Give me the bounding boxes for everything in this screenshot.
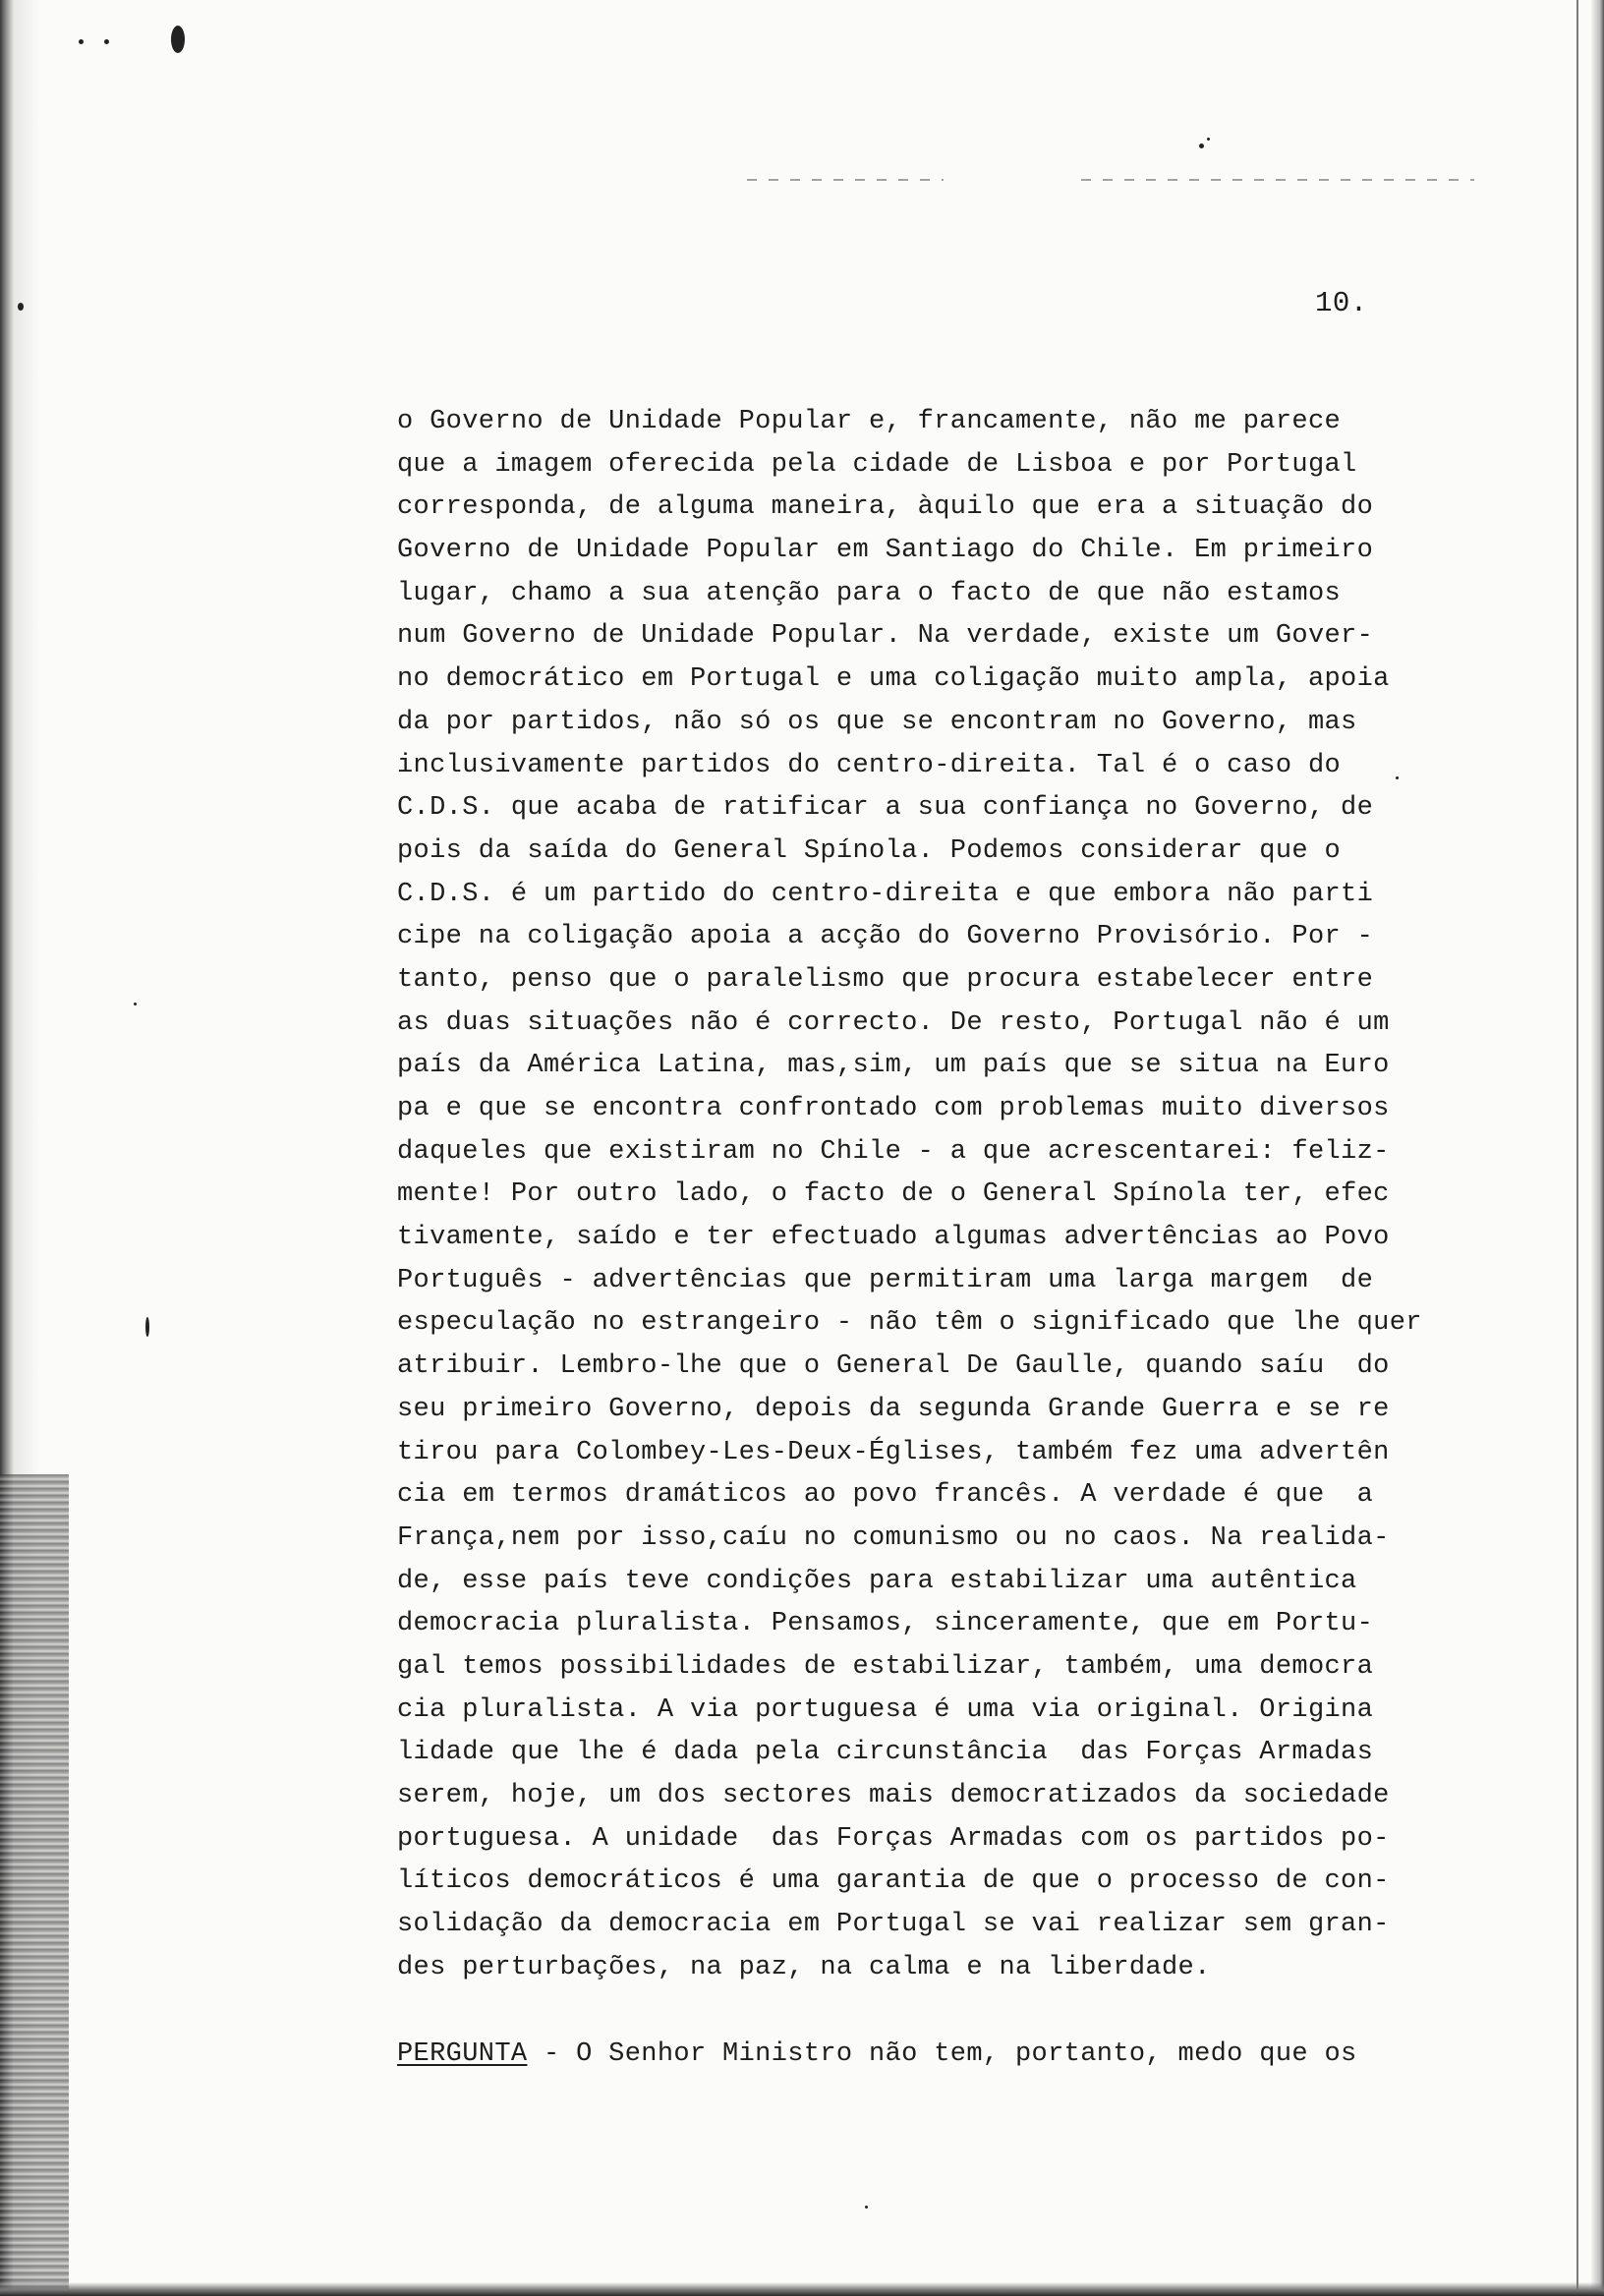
- body-line: o Governo de Unidade Popular e, francamente, não me parece: [397, 407, 1342, 436]
- body-line: de, esse país teve condições para estabilizar uma autêntica: [397, 1566, 1357, 1596]
- scan-left-smudge: [0, 1474, 69, 2296]
- body-line: serem, hoje, um dos sectores mais democratizados da sociedade: [397, 1781, 1390, 1810]
- ink-speck: [104, 39, 109, 44]
- question-line: [397, 2034, 1357, 2077]
- body-line: tirou para Colombey-Les-Deux-Églises, também fez uma advertên: [397, 1437, 1390, 1467]
- ink-speck: [1207, 138, 1210, 141]
- body-line: cia pluralista. A via portuguesa é uma via original. Origina: [397, 1694, 1374, 1725]
- ink-speck: [865, 2206, 868, 2209]
- body-line: França,nem por isso,caíu no comunismo ou no caos. Na realida-: [397, 1522, 1390, 1553]
- body-line: democracia pluralista. Pensamos, sinceramente, que em Portu-: [397, 1609, 1374, 1639]
- body-line: des perturbações, na paz, na calma e na liberdade.: [397, 1952, 1211, 1982]
- body-line: Governo de Unidade Popular em Santiago do Chile. Em primeiro: [397, 536, 1374, 566]
- body-line: gal temos possibilidades de estabilizar, também, uma democra: [397, 1651, 1374, 1682]
- body-line: as duas situações não é correcto. De resto, Portugal não é um: [397, 1007, 1390, 1038]
- scan-bottom-border: [0, 2282, 1604, 2296]
- body-line: seu primeiro Governo, depois da segunda Grande Guerra e se re: [397, 1394, 1390, 1424]
- body-line: C.D.S. é um partido do centro-direita e que embora não parti: [397, 879, 1374, 909]
- scan-dashes: [747, 179, 944, 181]
- body-line: da por partidos, não só os que se encontram no Governo, mas: [397, 707, 1357, 737]
- scan-right-border: [1582, 0, 1604, 2296]
- body-line: líticos democráticos é uma garantia de que o processo de con-: [397, 1866, 1390, 1897]
- body-line: num Governo de Unidade Popular. Na verdade, existe um Gover-: [397, 621, 1374, 652]
- body-line: cipe na coligação apoia a acção do Governo Provisório. Por -: [397, 922, 1374, 952]
- page-number: 10.: [1315, 287, 1368, 319]
- question-text: - O Senhor Ministro não tem, portanto, medo que os: [527, 2039, 1357, 2069]
- question-label: PERGUNTA: [397, 2039, 528, 2069]
- body-line: país da América Latina, mas,sim, um país que se situa na Euro: [397, 1051, 1390, 1081]
- body-line: cia em termos dramáticos ao povo francês. A verdade é que a: [397, 1480, 1374, 1511]
- body-line: corresponda, de alguma maneira, àquilo que era a situação do: [397, 492, 1374, 523]
- body-text: [397, 401, 1488, 1989]
- body-line: inclusivamente partidos do centro-direita. Tal é o caso do: [397, 750, 1342, 780]
- ink-speck: [18, 303, 24, 311]
- body-line: daqueles que existiram no Chile - a que acrescentarei: feliz-: [397, 1136, 1390, 1167]
- ink-speck: [79, 39, 84, 44]
- body-line: que a imagem oferecida pela cidade de Lisboa e por Portugal: [397, 449, 1357, 480]
- body-line: no democrático em Portugal e uma coligação muito ampla, apoia: [397, 664, 1390, 695]
- scan-right-line: [1576, 0, 1578, 2296]
- body-line: Português - advertências que permitiram uma larga margem de: [397, 1265, 1374, 1295]
- scan-dashes: [1081, 179, 1474, 181]
- body-line: especulação no estrangeiro - não têm o significado que lhe quer: [397, 1308, 1422, 1339]
- body-line: tanto, penso que o paralelismo que procura estabelecer entre: [397, 964, 1374, 995]
- ink-speck: [134, 1003, 137, 1005]
- body-line: mente! Por outro lado, o facto de o General Spínola ter, efec: [397, 1179, 1390, 1210]
- body-line: atribuir. Lembro-lhe que o General De Gaulle, quando saíu do: [397, 1351, 1390, 1382]
- body-line: C.D.S. que acaba de ratificar a sua confiança no Governo, de: [397, 793, 1374, 824]
- ink-speck: [145, 1317, 149, 1337]
- body-line: pa e que se encontra confrontado com problemas muito diversos: [397, 1094, 1390, 1123]
- body-line: lidade que lhe é dada pela circunstância das Forças Armadas: [397, 1738, 1374, 1768]
- body-line: solidação da democracia em Portugal se vai realizar sem gran-: [397, 1910, 1390, 1940]
- ink-speck: [1199, 144, 1204, 148]
- body-line: lugar, chamo a sua atenção para o facto de que não estamos: [397, 578, 1342, 608]
- ink-speck: [171, 26, 185, 53]
- body-line: pois da saída do General Spínola. Podemos considerar que o: [397, 835, 1342, 866]
- body-line: portuguesa. A unidade das Forças Armadas com os partidos po-: [397, 1823, 1390, 1854]
- body-line: tivamente, saído e ter efectuado algumas advertências ao Povo: [397, 1223, 1390, 1253]
